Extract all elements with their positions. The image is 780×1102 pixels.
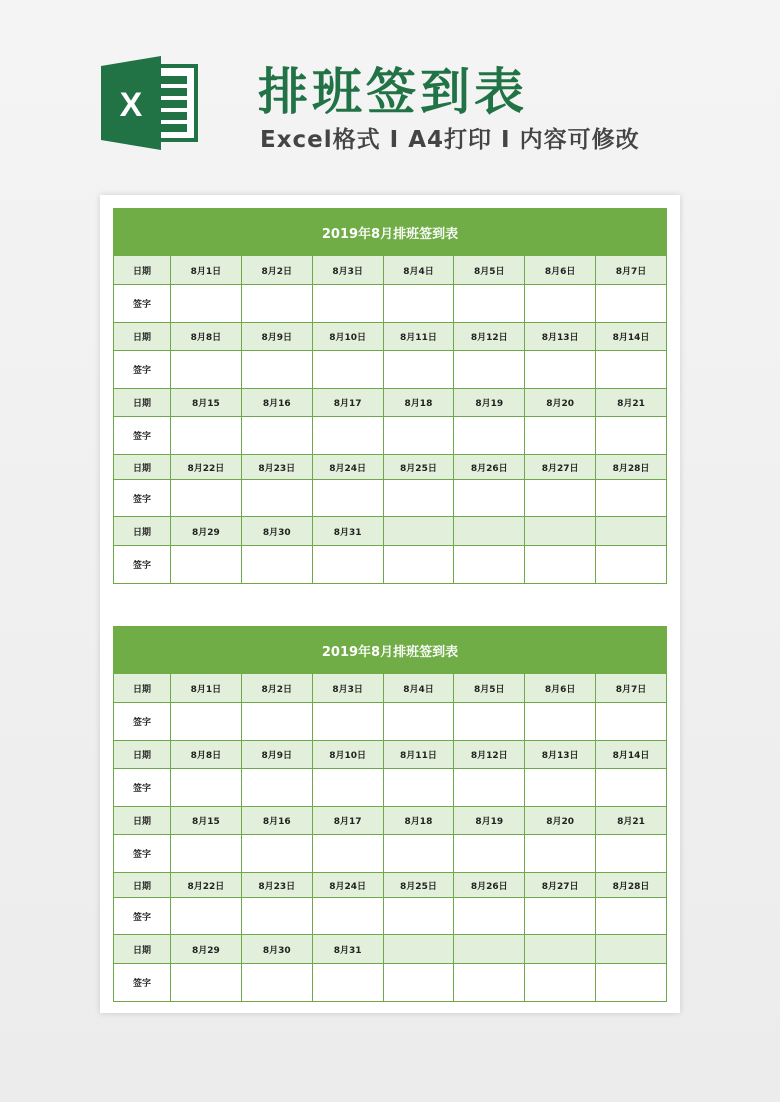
date-cell[interactable] [454, 935, 525, 964]
sign-cell[interactable] [312, 898, 383, 935]
sign-cell[interactable] [525, 835, 596, 873]
sign-cell[interactable] [596, 351, 667, 389]
date-cell[interactable]: 8月1日 [171, 256, 242, 285]
date-label: 日期 [114, 323, 171, 351]
date-label: 日期 [114, 389, 171, 417]
sign-cell[interactable] [454, 351, 525, 389]
sign-cell[interactable] [383, 898, 454, 935]
date-cell[interactable] [383, 517, 454, 546]
date-cell[interactable]: 8月31 [312, 935, 383, 964]
date-cell[interactable] [525, 517, 596, 546]
sign-cell[interactable] [312, 703, 383, 741]
sign-cell[interactable] [171, 285, 242, 323]
date-cell[interactable]: 8月31 [312, 517, 383, 546]
date-cell[interactable]: 8月26日 [454, 873, 525, 898]
date-cell[interactable]: 8月30 [241, 517, 312, 546]
sign-cell[interactable] [383, 769, 454, 807]
date-row [114, 674, 667, 703]
date-cell[interactable]: 8月21 [596, 389, 667, 417]
sign-cell[interactable] [454, 769, 525, 807]
date-cell[interactable]: 8月4日 [383, 256, 454, 285]
sign-cell[interactable] [241, 546, 312, 584]
date-cell[interactable]: 8月25日 [383, 455, 454, 480]
date-cell[interactable]: 8月25日 [383, 873, 454, 898]
date-label: 日期 [114, 935, 171, 964]
date-cell[interactable]: 8月9日 [241, 741, 312, 769]
date-cell[interactable]: 8月20 [525, 389, 596, 417]
sign-cell[interactable] [596, 417, 667, 455]
sign-cell[interactable] [171, 417, 242, 455]
date-cell[interactable]: 8月17 [312, 389, 383, 417]
sign-cell[interactable] [454, 285, 525, 323]
sign-cell[interactable] [241, 964, 312, 1002]
date-cell[interactable]: 8月21 [596, 807, 667, 835]
sign-cell[interactable] [171, 351, 242, 389]
sign-label: 签字 [114, 769, 171, 807]
date-cell[interactable] [454, 517, 525, 546]
date-cell[interactable]: 8月8日 [171, 741, 242, 769]
schedule-table [113, 626, 667, 1002]
sign-cell[interactable] [454, 898, 525, 935]
date-cell[interactable]: 8月12日 [454, 323, 525, 351]
sign-cell[interactable] [171, 480, 242, 517]
svg-text:X: X [119, 86, 143, 124]
sign-cell[interactable] [241, 351, 312, 389]
date-cell[interactable]: 8月16 [241, 807, 312, 835]
sign-cell[interactable] [383, 285, 454, 323]
sign-cell[interactable] [454, 480, 525, 517]
sign-label: 签字 [114, 417, 171, 455]
date-cell[interactable]: 8月7日 [596, 256, 667, 285]
sign-label: 签字 [114, 480, 171, 517]
sign-cell[interactable] [525, 285, 596, 323]
date-cell[interactable]: 8月29 [171, 935, 242, 964]
date-row [114, 935, 667, 964]
sign-cell[interactable] [454, 417, 525, 455]
sign-cell[interactable] [171, 769, 242, 807]
sign-label: 签字 [114, 285, 171, 323]
date-label: 日期 [114, 741, 171, 769]
date-row [114, 455, 667, 480]
sign-cell[interactable] [454, 964, 525, 1002]
sign-cell[interactable] [525, 703, 596, 741]
sign-cell[interactable] [525, 417, 596, 455]
date-cell[interactable]: 8月3日 [312, 256, 383, 285]
date-cell[interactable]: 8月23日 [241, 455, 312, 480]
date-cell[interactable]: 8月2日 [241, 256, 312, 285]
date-cell[interactable]: 8月22日 [171, 873, 242, 898]
date-label: 日期 [114, 455, 171, 480]
sign-cell[interactable] [383, 703, 454, 741]
sign-cell[interactable] [171, 898, 242, 935]
date-cell[interactable]: 8月11日 [383, 323, 454, 351]
date-row [114, 807, 667, 835]
date-cell[interactable]: 8月5日 [454, 256, 525, 285]
sign-cell[interactable] [241, 480, 312, 517]
sign-cell[interactable] [383, 480, 454, 517]
date-cell[interactable]: 8月16 [241, 389, 312, 417]
table-title: 2019年8月排班签到表 [114, 209, 667, 256]
sign-label: 签字 [114, 546, 171, 584]
sign-cell[interactable] [525, 964, 596, 1002]
date-cell[interactable]: 8月15 [171, 807, 242, 835]
sign-row [114, 769, 667, 807]
sign-label: 签字 [114, 898, 171, 935]
sign-cell[interactable] [596, 835, 667, 873]
sign-cell[interactable] [312, 417, 383, 455]
sign-cell[interactable] [383, 546, 454, 584]
date-cell[interactable]: 8月15 [171, 389, 242, 417]
date-cell[interactable]: 8月24日 [312, 873, 383, 898]
date-row [114, 517, 667, 546]
date-cell[interactable] [596, 517, 667, 546]
date-label: 日期 [114, 873, 171, 898]
date-cell[interactable]: 8月28日 [596, 455, 667, 480]
date-label: 日期 [114, 517, 171, 546]
sign-cell[interactable] [596, 480, 667, 517]
date-cell[interactable]: 8月13日 [525, 323, 596, 351]
date-cell[interactable]: 8月9日 [241, 323, 312, 351]
sign-cell[interactable] [171, 546, 242, 584]
sign-row [114, 285, 667, 323]
date-cell[interactable]: 8月10日 [312, 323, 383, 351]
date-cell[interactable]: 8月27日 [525, 455, 596, 480]
sign-cell[interactable] [241, 835, 312, 873]
sign-cell[interactable] [312, 546, 383, 584]
sign-cell[interactable] [525, 480, 596, 517]
date-row [114, 256, 667, 285]
sign-cell[interactable] [383, 417, 454, 455]
date-row [114, 741, 667, 769]
sign-cell[interactable] [525, 769, 596, 807]
page-title: 排班签到表 [258, 63, 528, 121]
sign-cell[interactable] [171, 964, 242, 1002]
date-cell[interactable]: 8月17 [312, 807, 383, 835]
sign-cell[interactable] [312, 964, 383, 1002]
sign-cell[interactable] [525, 546, 596, 584]
date-cell[interactable]: 8月1日 [171, 674, 242, 703]
date-cell[interactable]: 8月30 [241, 935, 312, 964]
excel-logo-icon [101, 56, 198, 150]
date-cell[interactable]: 8月27日 [525, 873, 596, 898]
sign-row [114, 417, 667, 455]
sign-cell[interactable] [596, 898, 667, 935]
sign-cell[interactable] [596, 703, 667, 741]
sign-label: 签字 [114, 703, 171, 741]
date-cell[interactable] [525, 935, 596, 964]
date-cell[interactable]: 8月28日 [596, 873, 667, 898]
sign-row [114, 480, 667, 517]
date-cell[interactable]: 8月3日 [312, 674, 383, 703]
date-label: 日期 [114, 256, 171, 285]
sign-cell[interactable] [241, 285, 312, 323]
date-label: 日期 [114, 674, 171, 703]
table-title: 2019年8月排班签到表 [114, 627, 667, 674]
date-row [114, 873, 667, 898]
sign-cell[interactable] [383, 964, 454, 1002]
date-cell[interactable]: 8月2日 [241, 674, 312, 703]
sign-cell[interactable] [241, 769, 312, 807]
sign-cell[interactable] [383, 351, 454, 389]
sign-cell[interactable] [454, 703, 525, 741]
date-cell[interactable]: 8月18 [383, 807, 454, 835]
sign-row [114, 546, 667, 584]
sign-cell[interactable] [454, 546, 525, 584]
date-cell[interactable]: 8月11日 [383, 741, 454, 769]
date-row [114, 323, 667, 351]
date-cell[interactable]: 8月14日 [596, 741, 667, 769]
date-cell[interactable]: 8月8日 [171, 323, 242, 351]
date-cell[interactable]: 8月14日 [596, 323, 667, 351]
sign-cell[interactable] [596, 285, 667, 323]
date-cell[interactable]: 8月6日 [525, 674, 596, 703]
date-cell[interactable]: 8月7日 [596, 674, 667, 703]
date-cell[interactable]: 8月18 [383, 389, 454, 417]
sign-cell[interactable] [241, 898, 312, 935]
date-cell[interactable]: 8月5日 [454, 674, 525, 703]
sign-row [114, 964, 667, 1002]
sign-row [114, 351, 667, 389]
date-cell[interactable]: 8月24日 [312, 455, 383, 480]
date-cell[interactable]: 8月19 [454, 807, 525, 835]
sign-cell[interactable] [312, 480, 383, 517]
date-cell[interactable]: 8月19 [454, 389, 525, 417]
date-cell[interactable]: 8月23日 [241, 873, 312, 898]
sign-row [114, 835, 667, 873]
sign-cell[interactable] [312, 285, 383, 323]
date-cell[interactable] [596, 935, 667, 964]
sign-cell[interactable] [312, 769, 383, 807]
sign-cell[interactable] [525, 351, 596, 389]
date-label: 日期 [114, 807, 171, 835]
sign-cell[interactable] [312, 351, 383, 389]
sign-cell[interactable] [454, 835, 525, 873]
sign-cell[interactable] [383, 835, 454, 873]
sign-cell[interactable] [525, 898, 596, 935]
sign-cell[interactable] [241, 417, 312, 455]
sign-cell[interactable] [171, 703, 242, 741]
date-cell[interactable]: 8月26日 [454, 455, 525, 480]
date-cell[interactable]: 8月20 [525, 807, 596, 835]
date-cell[interactable]: 8月6日 [525, 256, 596, 285]
sign-label: 签字 [114, 835, 171, 873]
date-cell[interactable]: 8月4日 [383, 674, 454, 703]
page-subtitle: Excel格式 I A4打印 I 内容可修改 [260, 127, 640, 153]
sign-cell[interactable] [596, 964, 667, 1002]
date-cell[interactable]: 8月22日 [171, 455, 242, 480]
date-cell[interactable]: 8月29 [171, 517, 242, 546]
sign-cell[interactable] [596, 769, 667, 807]
schedule-table [113, 208, 667, 584]
sign-cell[interactable] [312, 835, 383, 873]
date-cell[interactable] [383, 935, 454, 964]
date-row [114, 389, 667, 417]
date-cell[interactable]: 8月13日 [525, 741, 596, 769]
sign-label: 签字 [114, 964, 171, 1002]
sign-row [114, 898, 667, 935]
date-cell[interactable]: 8月10日 [312, 741, 383, 769]
date-cell[interactable]: 8月12日 [454, 741, 525, 769]
sign-cell[interactable] [171, 835, 242, 873]
sign-cell[interactable] [596, 546, 667, 584]
sign-label: 签字 [114, 351, 171, 389]
sign-cell[interactable] [241, 703, 312, 741]
sign-row [114, 703, 667, 741]
